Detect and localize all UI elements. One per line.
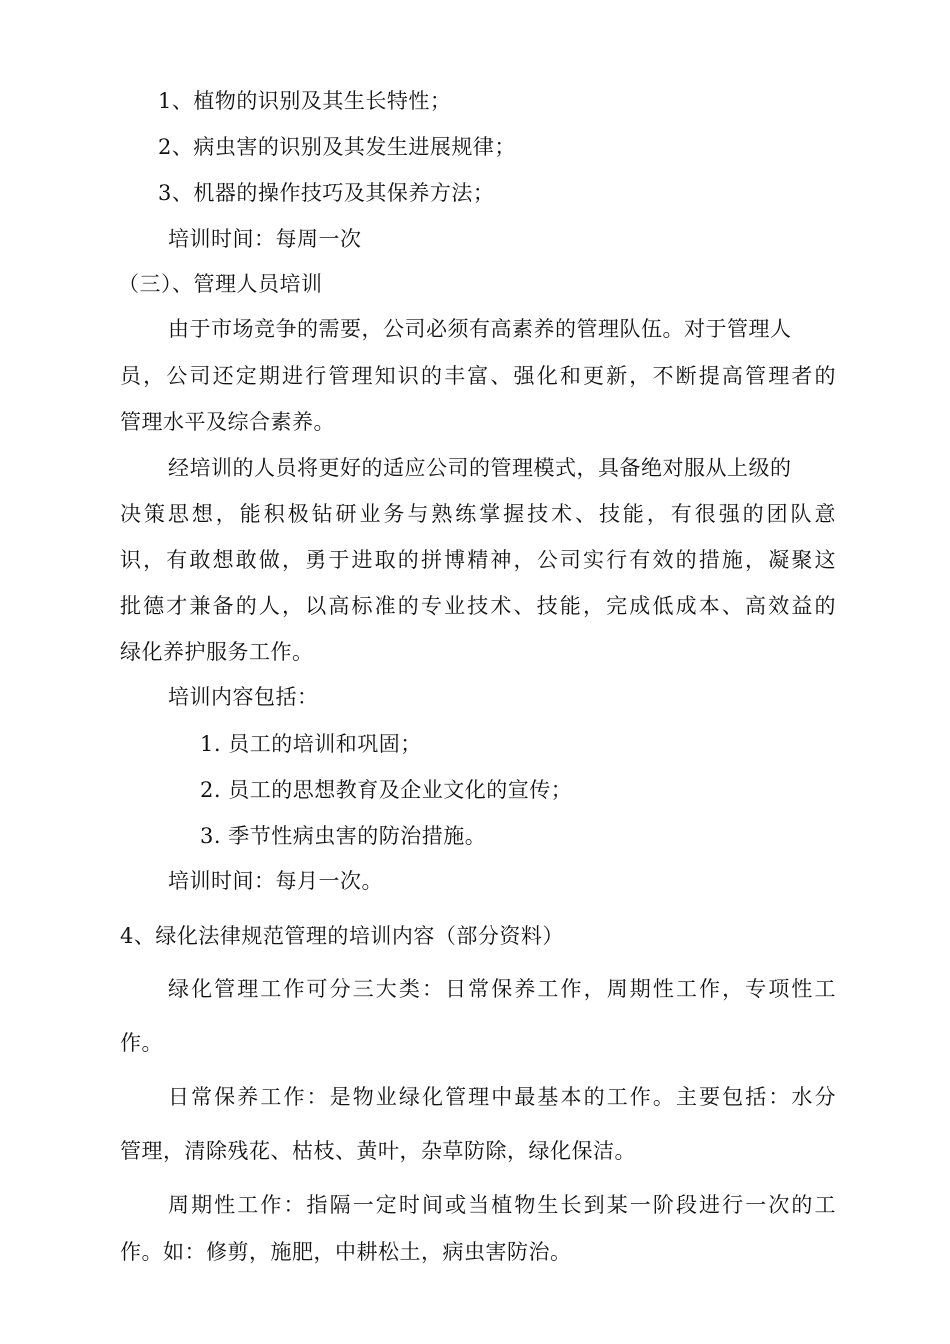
paragraph-line: 管理水平及综合素养。 [120,410,335,434]
list-item: 2. 员工的思想教育及企业文化的宣传； [200,778,573,802]
content-label: 培训内容包括： [168,685,319,709]
training-time: 培训时间：每周一次 [168,227,362,251]
paragraph-line: 日常保养工作：是物业绿化管理中最基本的工作。主要包括：水分 [168,1085,836,1109]
paragraph-line: 作。 [120,1031,163,1055]
section-heading: 4、绿化法律规范管理的培训内容（部分资料） [120,924,564,948]
paragraph-line: 员，公司还定期进行管理知识的丰富、强化和更新，不断提高管理者的 [120,364,836,388]
paragraph-line: 批德才兼备的人，以高标准的专业技术、技能，完成低成本、高效益的 [120,594,836,618]
list-item: 3、机器的操作技巧及其保养方法； [158,181,495,205]
paragraph-line: 由于市场竞争的需要，公司必须有高素养的管理队伍。对于管理人 [168,317,792,341]
list-item: 1. 员工的培训和巩固； [200,732,422,756]
section-heading: （三）、管理人员培训 [118,272,323,296]
paragraph-line: 识，有敢想敢做，勇于进取的拼博精神，公司实行有效的措施，凝聚这 [120,548,836,572]
list-item: 3. 季节性病虫害的防治措施。 [200,824,487,848]
training-time: 培训时间：每月一次。 [168,869,383,893]
paragraph-line: 绿化养护服务工作。 [120,640,314,664]
list-item: 2、病虫害的识别及其发生进展规律； [158,135,516,159]
paragraph-line: 经培训的人员将更好的适应公司的管理模式，具备绝对服从上级的 [168,456,792,480]
paragraph-line: 作。如：修剪，施肥，中耕松土，病虫害防治。 [120,1240,572,1264]
paragraph-line: 绿化管理工作可分三大类：日常保养工作，周期性工作，专项性工 [168,977,836,1001]
paragraph-line: 决策思想，能积极钻研业务与熟练掌握技术、技能，有很强的团队意 [120,502,836,526]
paragraph-line: 周期性工作：指隔一定时间或当植物生长到某一阶段进行一次的工 [168,1193,836,1217]
list-item: 1、植物的识别及其生长特性； [158,89,452,113]
paragraph-line: 管理，清除残花、枯枝、黄叶，杂草防除，绿化保洁。 [120,1139,636,1163]
